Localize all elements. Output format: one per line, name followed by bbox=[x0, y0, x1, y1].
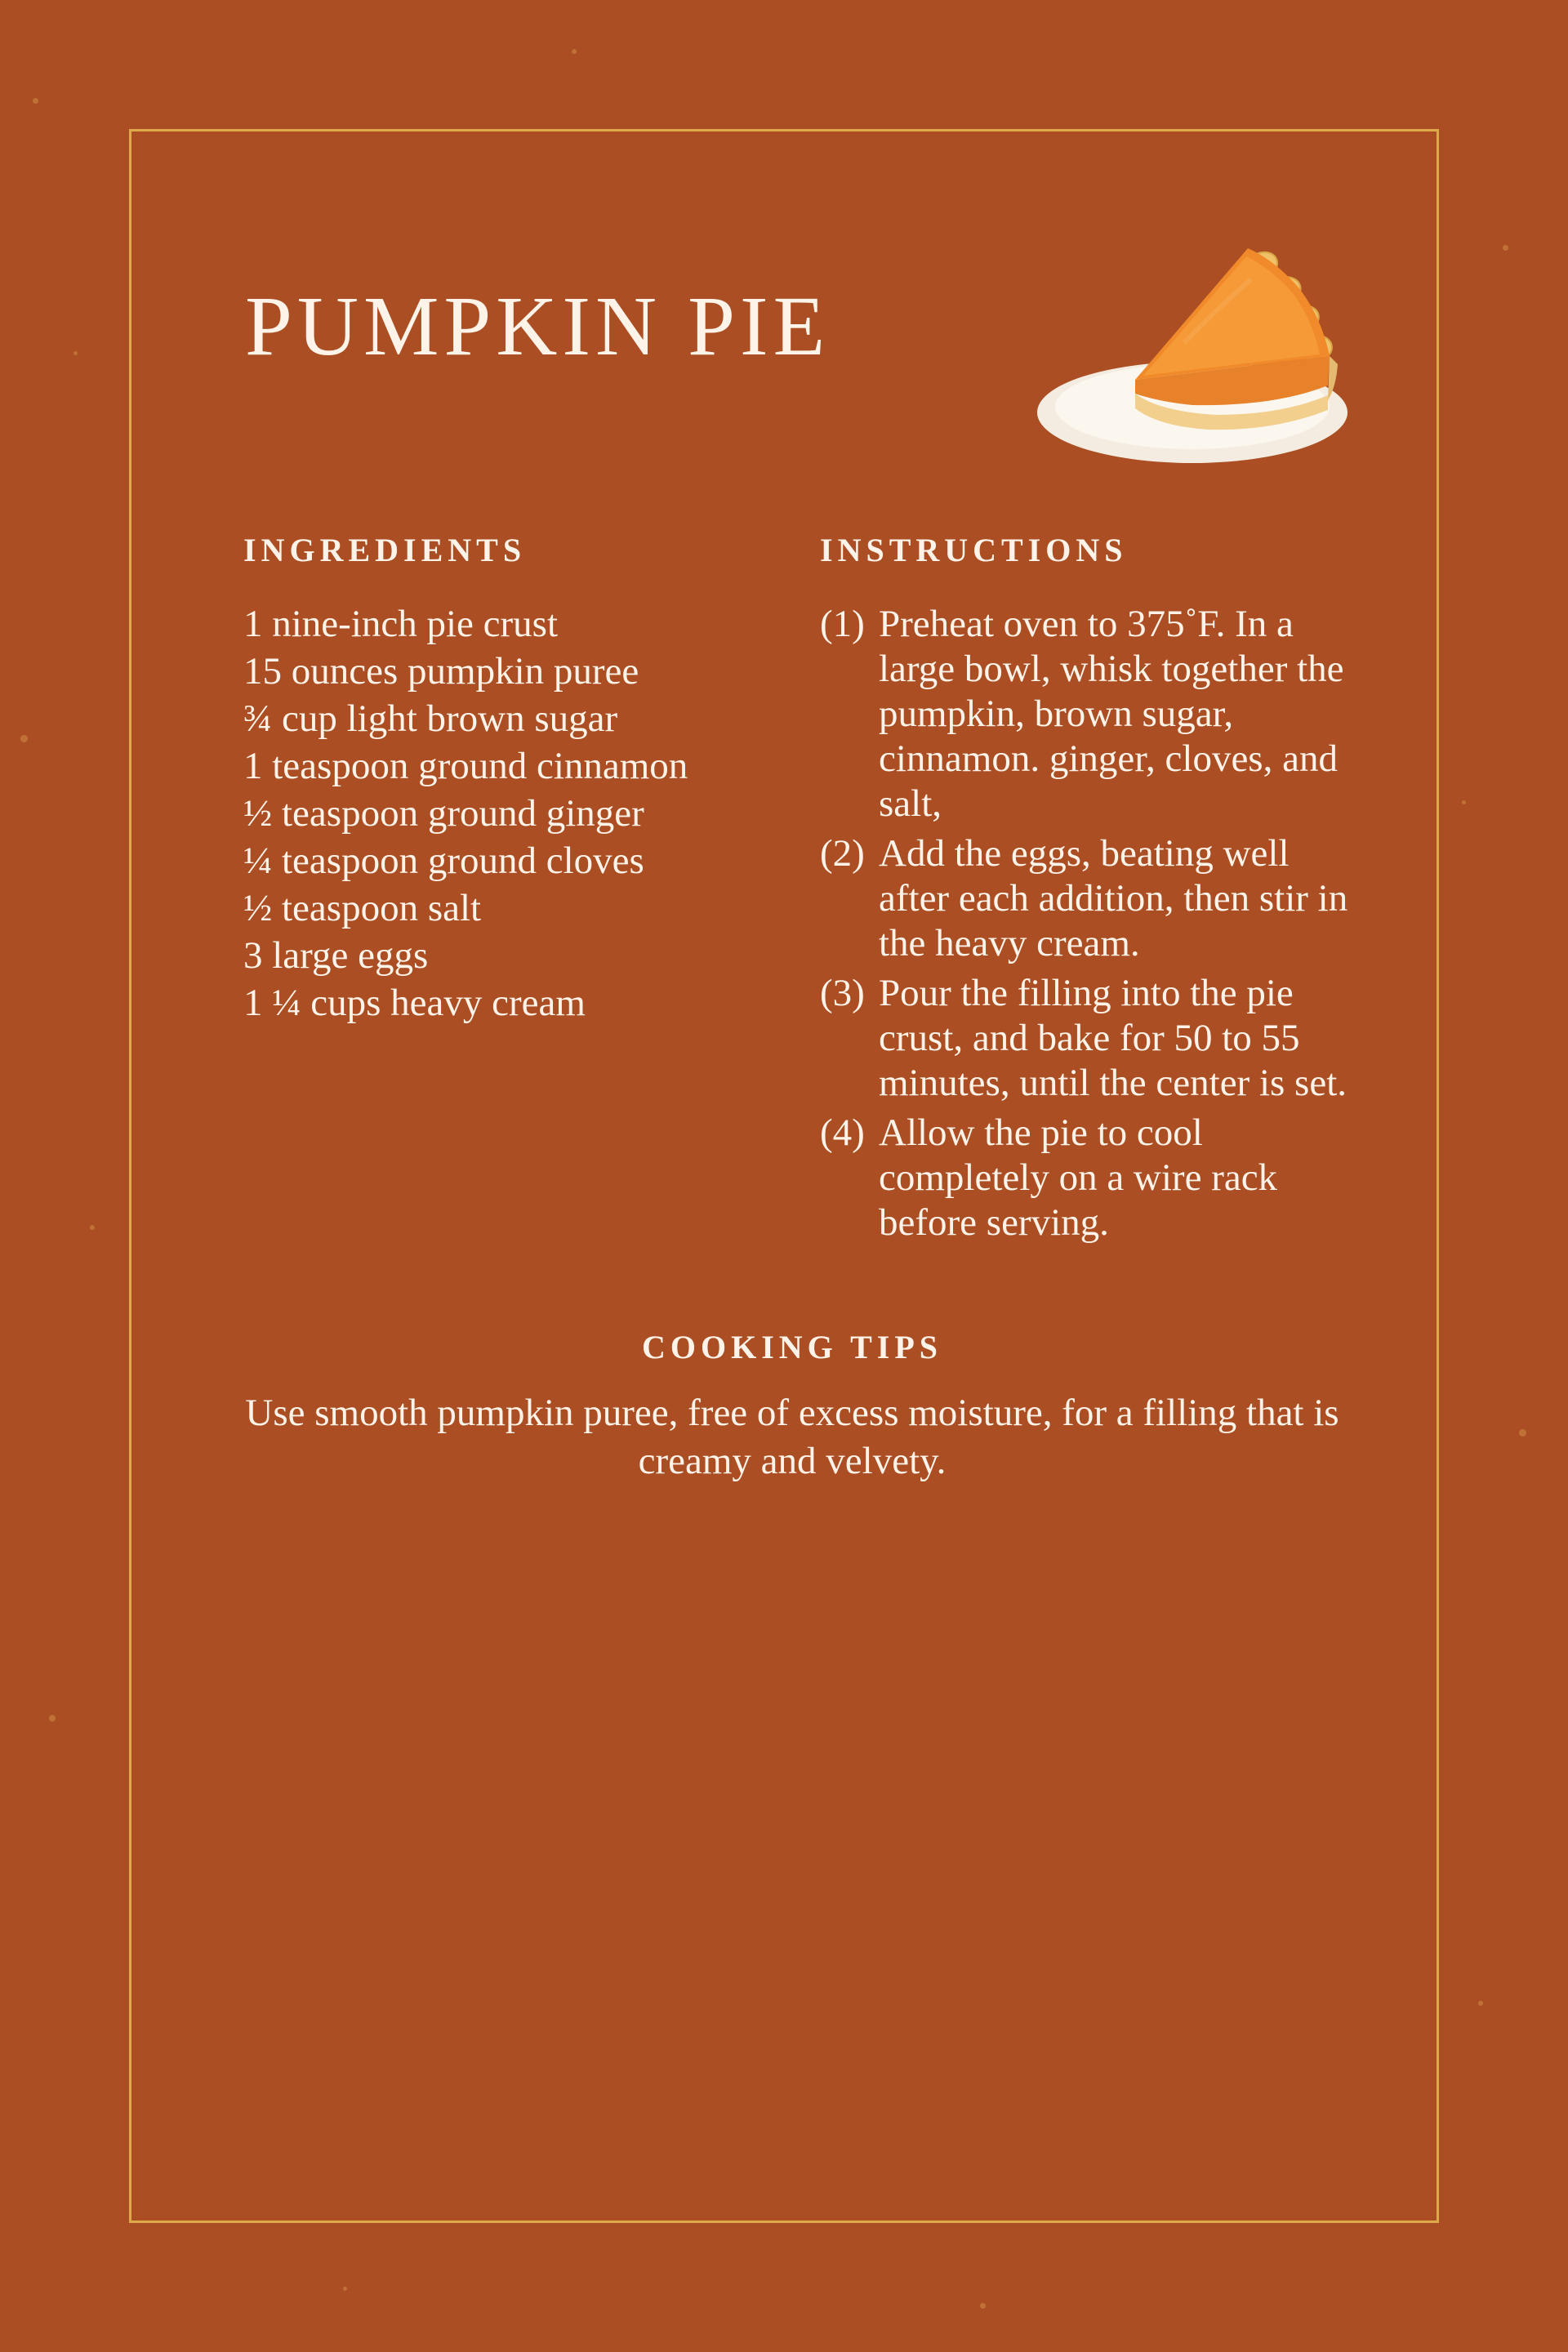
list-item bbox=[243, 839, 800, 884]
cooking-tips-text: Use smooth pumpkin puree, free of excess moisture, for a filling that is creamy and velvety. bbox=[245, 1391, 1339, 1482]
list-item bbox=[243, 697, 800, 742]
texture-speckle bbox=[20, 735, 28, 742]
step-text: Allow the pie to cool completely on a wire rack before serving. bbox=[879, 1111, 1278, 1244]
ingredient-text: 15 ounces pumpkin puree bbox=[243, 649, 639, 693]
list-item bbox=[820, 831, 1356, 966]
texture-speckle bbox=[33, 98, 38, 104]
list-item bbox=[243, 933, 800, 978]
list-item bbox=[820, 1111, 1356, 1245]
step-text: Pour the filling into the pie crust, and bake for 50 to 55 minutes, until the center is set. bbox=[879, 971, 1348, 1104]
step-number: (3) bbox=[820, 971, 865, 1014]
texture-speckle bbox=[74, 351, 78, 355]
list-item bbox=[243, 649, 800, 694]
ingredient-text: 1 teaspoon ground cinnamon bbox=[243, 744, 688, 787]
step-text: Add the eggs, beating well after each addition, then stir in the heavy cream. bbox=[879, 831, 1348, 964]
ingredient-text: 3 large eggs bbox=[243, 933, 429, 977]
list-item bbox=[820, 602, 1356, 826]
list-item bbox=[243, 981, 800, 1026]
step-text: Preheat oven to 375˚F. In a large bowl, whisk together the pumpkin, brown sugar, cinnamon. ginger, cloves, and salt, bbox=[879, 603, 1344, 825]
instructions-section bbox=[817, 531, 1356, 1250]
instructions-heading: INSTRUCTIONS bbox=[820, 532, 1128, 568]
instructions-list bbox=[817, 602, 1356, 1245]
cooking-tips-heading: COOKING TIPS bbox=[642, 1328, 942, 1365]
cooking-tips-section bbox=[229, 1328, 1356, 1486]
step-number: (2) bbox=[820, 831, 865, 875]
ingredient-text: ¾ cup light brown sugar bbox=[243, 697, 618, 740]
ingredient-text: ½ teaspoon ground ginger bbox=[243, 791, 644, 835]
recipe-content bbox=[229, 245, 1356, 1485]
ingredient-text: ¼ teaspoon ground cloves bbox=[243, 839, 644, 882]
texture-speckle bbox=[1503, 245, 1508, 251]
page-title: PUMPKIN PIE bbox=[245, 279, 831, 373]
ingredients-list bbox=[229, 602, 800, 1026]
ingredient-text: 1 nine-inch pie crust bbox=[243, 603, 559, 645]
list-item bbox=[243, 744, 800, 789]
texture-speckle bbox=[1462, 800, 1466, 804]
ingredients-section bbox=[229, 531, 800, 1250]
ingredients-heading: INGREDIENTS bbox=[243, 532, 527, 568]
step-number: (1) bbox=[820, 603, 865, 645]
list-item bbox=[243, 602, 800, 647]
texture-speckle bbox=[49, 1715, 56, 1722]
step-number: (4) bbox=[820, 1111, 865, 1154]
texture-speckle bbox=[1478, 2001, 1483, 2006]
ingredient-text: ½ teaspoon salt bbox=[243, 886, 482, 929]
texture-speckle bbox=[572, 49, 577, 54]
list-item bbox=[243, 886, 800, 931]
texture-speckle bbox=[343, 2287, 347, 2291]
texture-speckle bbox=[90, 1225, 95, 1230]
ingredient-text: 1 ¼ cups heavy cream bbox=[243, 981, 586, 1024]
recipe-columns bbox=[229, 531, 1356, 1250]
list-item bbox=[243, 791, 800, 836]
texture-speckle bbox=[1519, 1429, 1526, 1437]
texture-speckle bbox=[980, 2303, 986, 2309]
title-row bbox=[229, 245, 1356, 514]
list-item bbox=[820, 971, 1356, 1106]
pumpkin-pie-slice-icon bbox=[1029, 212, 1356, 482]
